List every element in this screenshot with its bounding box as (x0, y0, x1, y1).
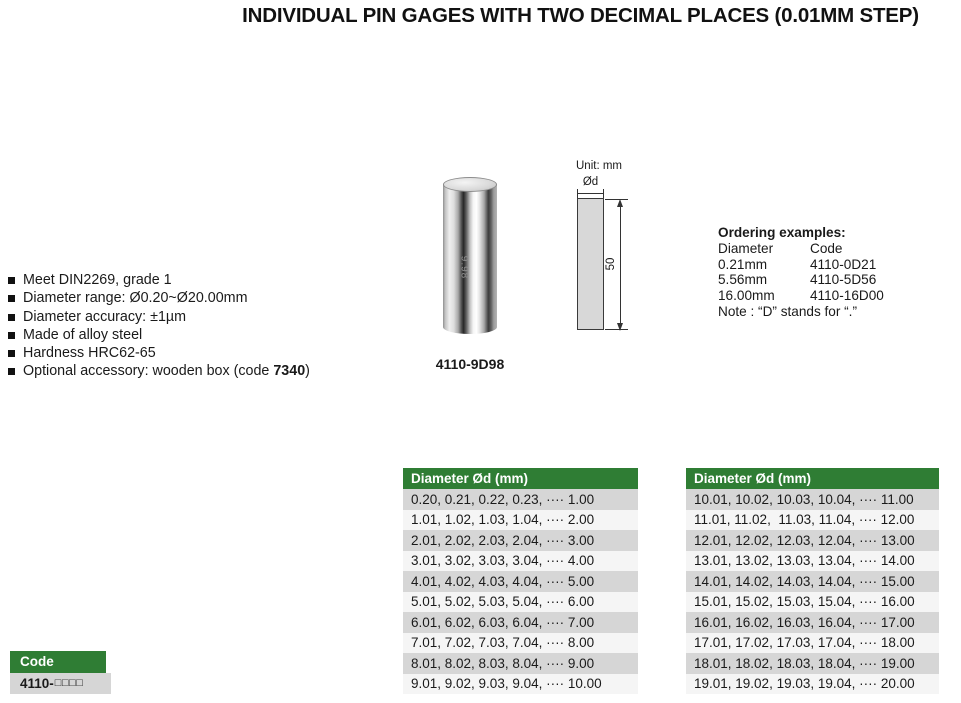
pin-outline-drawing (577, 198, 604, 330)
table-row: 19.01, 19.02, 19.03, 19.04, ···· 20.00 (686, 674, 939, 695)
table-row: 1.01, 1.02, 1.03, 1.04, ···· 2.00 (403, 510, 638, 531)
table-row: 7.01, 7.02, 7.03, 7.04, ···· 8.00 (403, 633, 638, 654)
table-row: 3.01, 3.02, 3.03, 3.04, ···· 4.00 (403, 551, 638, 572)
ordering-code: 4110-0D21 (810, 256, 877, 272)
ordering-examples-title: Ordering examples: (718, 225, 846, 240)
code-placeholder-squares: □□□□ (54, 677, 84, 689)
arrow-down-icon (617, 323, 623, 331)
ordering-header-row (718, 241, 884, 257)
table-row: 16.01, 16.02, 16.03, 16.04, ···· 17.00 (686, 612, 939, 633)
table-row: 4.01, 4.02, 4.03, 4.04, ···· 5.00 (403, 571, 638, 592)
unit-label: Unit: mm (576, 160, 622, 172)
table-row: 0.20, 0.21, 0.22, 0.23, ···· 1.00 (403, 489, 638, 510)
ordering-row (718, 288, 884, 304)
dimension-tick (603, 189, 604, 198)
bullet-square-icon (8, 314, 15, 321)
ordering-code: 4110-16D00 (810, 288, 884, 304)
table-row: 15.01, 15.02, 15.03, 15.04, ···· 16.00 (686, 592, 939, 613)
table-row: 8.01, 8.02, 8.03, 8.04, ···· 9.00 (403, 653, 638, 674)
ordering-examples (718, 225, 884, 320)
diameter-table-2 (686, 468, 939, 694)
page-title: INDIVIDUAL PIN GAGES WITH TWO DECIMAL PLACES (0.01MM STEP) (242, 4, 919, 27)
table-row: 12.01, 12.02, 12.03, 12.04, ···· 13.00 (686, 530, 939, 551)
feature-item (8, 289, 310, 307)
ordering-row (718, 272, 884, 288)
table-header: Diameter Ød (mm) (686, 468, 939, 489)
table-row: 18.01, 18.02, 18.03, 18.04, ···· 19.00 (686, 653, 939, 674)
ordering-diameter: 16.00mm (718, 288, 775, 304)
ordering-diameter: 0.21mm (718, 256, 768, 272)
diameter-table-1 (403, 468, 638, 694)
code-box-header: Code (10, 651, 106, 673)
pin-gage-top-face (443, 177, 497, 192)
feature-item (8, 308, 310, 326)
ordering-row (718, 257, 884, 273)
feature-list (8, 271, 310, 381)
code-prefix: 4110- (20, 675, 54, 691)
feature-text: Diameter range: Ø0.20~Ø20.00mm (23, 290, 248, 307)
pin-gage-photo (443, 177, 497, 341)
bullet-square-icon (8, 295, 15, 302)
code-box-value (10, 673, 111, 694)
ordering-code: 4110-5D56 (810, 272, 877, 288)
feature-text: Made of alloy steel (23, 326, 143, 343)
pin-gage-marking: 9.98 (458, 255, 470, 280)
bullet-square-icon (8, 368, 15, 375)
feature-item (8, 326, 310, 344)
diameter-dimension-line (577, 193, 604, 194)
pin-gage-cylinder (443, 184, 497, 334)
bullet-square-icon (8, 277, 15, 284)
table-row: 14.01, 14.02, 14.03, 14.04, ···· 15.00 (686, 571, 939, 592)
bullet-square-icon (8, 350, 15, 357)
ordering-col-diameter: Diameter (718, 240, 774, 256)
arrow-up-icon (617, 199, 623, 207)
table-header: Diameter Ød (mm) (403, 468, 638, 489)
table-row: 13.01, 13.02, 13.03, 13.04, ···· 14.00 (686, 551, 939, 572)
length-dimension-label: 50 (605, 257, 617, 271)
ordering-diameter: 5.56mm (718, 272, 768, 288)
diameter-dimension-label: Ød (582, 176, 599, 188)
table-row: 11.01, 11.02, 11.03, 11.04, ···· 12.00 (686, 510, 939, 531)
feature-text-suffix: ) (305, 363, 310, 380)
table-row: 17.01, 17.02, 17.03, 17.04, ···· 18.00 (686, 633, 939, 654)
feature-text-bold: 7340 (273, 363, 306, 380)
ordering-note: Note : “D” stands for “.” (718, 303, 857, 319)
table-row: 9.01, 9.02, 9.03, 9.04, ···· 10.00 (403, 674, 638, 695)
ordering-col-code: Code (810, 240, 843, 256)
feature-item (8, 271, 310, 289)
feature-item (8, 344, 310, 362)
table-row: 2.01, 2.02, 2.03, 2.04, ···· 3.00 (403, 530, 638, 551)
table-row: 6.01, 6.02, 6.03, 6.04, ···· 7.00 (403, 612, 638, 633)
feature-text-prefix: Optional accessory: wooden box (code (23, 363, 274, 380)
feature-text: Meet DIN2269, grade 1 (23, 272, 172, 288)
length-dimension-line (620, 204, 621, 326)
table-row: 10.01, 10.02, 10.03, 10.04, ···· 11.00 (686, 489, 939, 510)
feature-text: Hardness HRC62-65 (23, 345, 156, 362)
table-row: 5.01, 5.02, 5.03, 5.04, ···· 6.00 (403, 592, 638, 613)
feature-text (23, 362, 310, 380)
product-code-label: 4110-9D98 (435, 356, 505, 372)
feature-item (8, 362, 310, 380)
feature-text: Diameter accuracy: ±1µm (23, 308, 187, 325)
bullet-square-icon (8, 332, 15, 339)
dimension-tick (577, 189, 578, 198)
